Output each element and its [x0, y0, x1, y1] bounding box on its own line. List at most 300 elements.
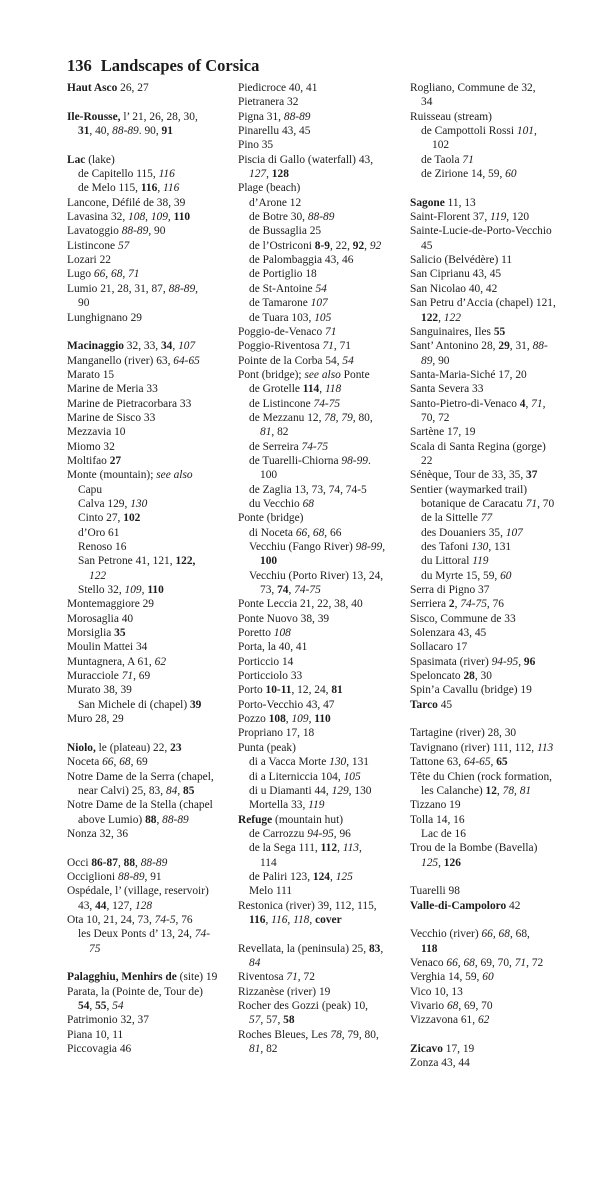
index-entry	[410, 339, 585, 368]
entry-text: du Myrte 15, 59,	[421, 569, 501, 582]
entry-text: de Zirione 14, 59,	[421, 168, 506, 181]
entry-text: 113,	[342, 842, 362, 855]
index-entry	[238, 970, 408, 984]
index-entry	[67, 856, 243, 870]
entry-text: Porticcio 14	[238, 655, 294, 668]
entry-text: Valle-di-Campoloro	[410, 899, 507, 912]
index-entry	[410, 583, 585, 597]
entry-text: 60	[482, 971, 494, 984]
entry-text: ,	[496, 784, 503, 797]
entry-text: Lancone, Défilé de 38, 39	[67, 196, 186, 209]
entry-line	[410, 669, 585, 683]
subentry-line	[238, 569, 408, 583]
entry-text: 109	[291, 713, 309, 726]
entry-text: 66, 68	[102, 756, 131, 769]
entry-text: Lac	[67, 153, 86, 166]
entry-text: Porto	[238, 684, 266, 697]
index-entry	[67, 640, 243, 654]
entry-text: , 96	[333, 827, 351, 840]
entry-line	[67, 626, 243, 640]
index-entry	[410, 813, 585, 842]
entry-line	[410, 440, 585, 454]
entry-line	[67, 196, 243, 210]
entry-text: Haut Asco	[67, 82, 118, 94]
subentry-line	[238, 311, 408, 325]
entry-text: 74-75	[313, 397, 341, 410]
entry-text: d’Oro 61	[78, 526, 120, 539]
entry-text: Ponte Nuovo 38, 39	[238, 612, 330, 625]
index-entry	[67, 985, 243, 1014]
index-entry	[410, 325, 585, 339]
subentry-line	[238, 167, 408, 181]
entry-text: 84	[165, 784, 178, 797]
entry-line	[238, 712, 408, 726]
entry-text: ,	[265, 913, 272, 926]
entry-text: ,	[285, 713, 292, 726]
entry-text: de St-Antoine	[249, 282, 316, 295]
subentry-line	[410, 153, 585, 167]
index-entry	[238, 741, 408, 813]
entry-text: 122	[421, 311, 439, 324]
entry-text: de Campottoli Rossi	[421, 125, 517, 138]
entry-line	[410, 640, 585, 654]
subentry-line	[67, 497, 243, 511]
entry-text: Vivario	[410, 1000, 447, 1012]
index-entry	[410, 368, 585, 382]
entry-text: Mortella 33,	[249, 799, 309, 812]
subentry-line	[238, 583, 408, 597]
entry-text: 28	[463, 670, 475, 683]
entry-text: Spasimata (river)	[410, 655, 492, 668]
subentry-line	[67, 526, 243, 540]
entry-text: .	[367, 454, 371, 467]
entry-text: Palagghiu, Menhirs de	[67, 971, 177, 984]
entry-text: 118	[421, 942, 438, 955]
entry-line	[238, 138, 408, 152]
index-entry	[67, 1028, 243, 1042]
entry-text: ,	[177, 784, 184, 797]
entry-line	[238, 640, 408, 654]
entry-text: 60	[505, 168, 517, 181]
entry-text: 88-89	[307, 211, 335, 224]
index-entry	[410, 683, 585, 697]
entry-text: Verghia 14, 59,	[410, 971, 483, 984]
entry-text: Poretto	[238, 627, 274, 640]
entry-text: , 76	[175, 913, 193, 926]
entry-text: Marine de Pietracorbara 33	[67, 397, 192, 410]
index-entry	[67, 153, 243, 196]
index-entry	[67, 468, 243, 583]
entry-text: botanique de Caracatu	[421, 497, 526, 510]
entry-text: 128	[134, 899, 153, 912]
index-column-3	[410, 81, 585, 1071]
entry-line	[238, 999, 408, 1013]
entry-line	[238, 942, 408, 956]
entry-text: Muracciole	[67, 670, 122, 683]
index-entry	[67, 770, 243, 799]
index-entry	[410, 669, 585, 683]
subentry-line	[238, 540, 408, 554]
entry-text: l’ 21, 26, 28, 30,	[120, 110, 198, 123]
index-entry	[67, 339, 243, 353]
entry-text: Lac de 16	[421, 827, 466, 840]
entry-text: de Zaglia 13, 73, 74, 74-5	[249, 483, 367, 496]
index-entry	[238, 640, 408, 654]
entry-text: 88	[145, 813, 157, 826]
index-entry	[410, 382, 585, 396]
entry-text: 54	[78, 1000, 90, 1012]
entry-text: 42	[506, 899, 521, 912]
page-header	[67, 56, 259, 76]
entry-line	[67, 640, 243, 654]
entry-text: Porto-Vecchio 43, 47	[238, 698, 335, 711]
entry-text: San Petrone 41, 121,	[78, 555, 176, 568]
entry-text: 88-89	[112, 125, 139, 138]
entry-text: de l’Ostriconi	[249, 239, 315, 252]
entry-line	[238, 669, 408, 683]
subentry-line	[410, 856, 585, 870]
entry-text: 81	[249, 1043, 261, 1056]
entry-line	[410, 899, 585, 913]
entry-text: Sénèque, Tour de 33, 35,	[410, 469, 527, 482]
entry-text: ,	[319, 383, 325, 396]
entry-text: 77	[480, 512, 493, 525]
index-entry	[67, 282, 243, 311]
entry-text: Lozari 22	[67, 254, 111, 267]
entry-line	[67, 368, 243, 382]
entry-line	[67, 224, 243, 238]
entry-text: Moulin Mattei 34	[67, 641, 148, 654]
entry-line	[410, 339, 585, 353]
entry-text: 130	[130, 497, 148, 510]
entry-text: 127	[249, 168, 267, 181]
index-entry	[67, 626, 243, 640]
entry-text: , 72	[297, 971, 315, 984]
entry-text: 119	[308, 799, 325, 812]
subentry-line	[67, 540, 243, 554]
entry-line	[410, 612, 585, 626]
index-entry	[238, 1028, 408, 1057]
entry-line	[238, 726, 408, 740]
index-entry	[410, 985, 585, 999]
entry-text: 62	[477, 1014, 490, 1027]
entry-text: 2	[448, 598, 455, 611]
entry-text: Tête du Chien (rock formation,	[410, 770, 553, 783]
subentry-line	[238, 483, 408, 497]
entry-line	[410, 956, 585, 970]
entry-text: Sollacaro 17	[410, 641, 468, 654]
entry-text: ,	[106, 1000, 113, 1012]
subentry-line	[410, 540, 585, 554]
entry-text: 129	[331, 784, 349, 797]
entry-text: Miomo 32	[67, 440, 115, 453]
entry-text: Calva 129,	[78, 497, 131, 510]
entry-text: 54	[112, 1000, 124, 1012]
entry-text: 107	[505, 526, 523, 539]
entry-text: 54	[315, 282, 327, 295]
entry-line	[410, 382, 585, 396]
entry-text: Pino 35	[238, 139, 274, 152]
subentry-line	[67, 942, 243, 956]
subentry-line	[67, 511, 243, 525]
entry-text: 112	[320, 842, 338, 855]
entry-text: , 127,	[106, 899, 135, 912]
entry-line	[410, 81, 585, 95]
entry-text: Rocher des Gozzi (peak) 10,	[238, 1000, 368, 1012]
entry-text: ,	[490, 756, 497, 769]
entry-line	[67, 397, 243, 411]
entry-text: Tartagine (river) 28, 30	[410, 727, 517, 740]
entry-text: 108	[273, 627, 291, 640]
index-entry	[238, 597, 408, 611]
entry-text: de Melo 115,	[78, 182, 141, 195]
subentry-line	[67, 999, 243, 1013]
entry-text: Cinto 27,	[78, 512, 124, 525]
entry-line	[238, 181, 408, 195]
entry-text: 39	[189, 698, 202, 711]
index-entry	[410, 884, 585, 898]
entry-text: , 68,	[509, 928, 530, 941]
subentry-line	[238, 870, 408, 884]
index-entry	[410, 468, 585, 482]
entry-line	[67, 382, 243, 396]
entry-text: 45	[421, 239, 433, 252]
entry-text: Tattone 63,	[410, 756, 464, 769]
subentry-line	[410, 554, 585, 568]
entry-text: Zonza 43, 44	[410, 1057, 470, 1070]
entry-text: Lugo	[67, 268, 94, 281]
index-entry	[67, 354, 243, 368]
entry-text: see also	[156, 469, 193, 482]
entry-text: San Michele di (chapel)	[78, 698, 190, 711]
entry-text: ,	[438, 311, 444, 324]
entry-line	[67, 81, 243, 95]
subentry-line	[238, 784, 408, 798]
entry-text: Piana 10, 11	[67, 1028, 124, 1041]
entry-text: Ile-Rousse,	[67, 110, 121, 123]
index-entry	[67, 741, 243, 755]
entry-text: 26, 27	[117, 82, 149, 94]
entry-text: 43,	[78, 899, 96, 912]
entry-text: 116	[163, 182, 180, 195]
entry-text: 58	[283, 1014, 295, 1027]
entry-line	[238, 813, 408, 827]
entry-text: Noceta	[67, 756, 103, 769]
entry-line	[410, 597, 585, 611]
entry-text: 74-75	[460, 598, 487, 611]
entry-text: , 72	[526, 956, 544, 969]
entry-text: 91	[161, 125, 173, 138]
entry-text: 17, 19	[442, 1043, 475, 1056]
entry-text: 98-99	[355, 541, 383, 553]
entry-line	[410, 927, 585, 941]
entry-text: Poggio-Riventosa	[238, 340, 323, 353]
entry-text: 119	[472, 555, 489, 568]
entry-text: 122,	[175, 555, 196, 568]
entry-text: Capu	[78, 483, 103, 496]
index-entry	[410, 1056, 585, 1070]
entry-text: Speloncato	[410, 670, 464, 683]
entry-text: 116	[140, 182, 158, 195]
index-entry	[410, 440, 585, 469]
index-entry	[410, 597, 585, 611]
entry-text: 122	[443, 311, 461, 324]
entry-text: , 31,	[509, 340, 533, 353]
entry-text: , 90	[148, 225, 166, 238]
index-entry	[67, 368, 243, 382]
entry-text: ,	[117, 856, 124, 869]
entry-line	[67, 425, 243, 439]
entry-text: 65	[496, 756, 508, 769]
entry-line	[67, 741, 243, 755]
subentry-line	[67, 813, 243, 827]
entry-line	[67, 153, 243, 167]
index-entry	[67, 755, 243, 769]
entry-text: Lavatoggio	[67, 225, 122, 238]
entry-line	[67, 468, 243, 482]
index-entry	[238, 138, 408, 152]
entry-text: 64-65	[463, 756, 491, 769]
entry-text: 81	[260, 426, 272, 439]
entry-text: 88-89	[140, 856, 168, 869]
index-entry	[238, 325, 408, 339]
entry-text: , 91	[144, 870, 162, 883]
entry-text: Ponte (bridge)	[238, 512, 304, 525]
entry-text: 122	[89, 569, 107, 582]
subentry-line	[410, 124, 585, 138]
entry-text: near Calvi) 25, 83,	[78, 784, 166, 797]
entry-text: 105	[314, 311, 332, 324]
entry-line	[410, 1056, 585, 1070]
entry-text: de Bussaglia 25	[249, 225, 322, 238]
entry-text: , 66	[324, 526, 342, 539]
entry-text: 27	[109, 454, 122, 467]
subentry-line	[238, 253, 408, 267]
entry-text: de Paliri 123,	[249, 870, 313, 883]
entry-text: Venaco	[410, 956, 447, 969]
entry-text: Lavasina 32,	[67, 211, 129, 224]
entry-text: ,	[172, 340, 179, 353]
index-entry	[238, 124, 408, 138]
entry-text: di u Diamanti 44,	[249, 784, 332, 797]
entry-line	[410, 999, 585, 1013]
entry-line	[67, 669, 243, 683]
entry-text: 100	[260, 469, 278, 482]
entry-text: (lake)	[85, 153, 115, 166]
entry-text: Lunghignano 29	[67, 311, 142, 324]
entry-text: Stello 32,	[78, 584, 125, 597]
entry-text: 29	[498, 340, 510, 353]
entry-line	[67, 856, 243, 870]
entry-text: Marato 15	[67, 368, 115, 381]
index-entry	[238, 339, 408, 353]
entry-text: ,	[135, 856, 141, 869]
index-entry	[238, 813, 408, 899]
index-entry	[238, 81, 408, 95]
entry-text: 11, 13	[444, 196, 476, 209]
entry-line	[238, 970, 408, 984]
entry-text: Morsiglia	[67, 627, 115, 640]
index-entry	[67, 382, 243, 396]
entry-text: Ponte	[340, 368, 370, 381]
entry-text: 108, 109	[128, 211, 168, 224]
entry-line	[238, 985, 408, 999]
entry-text: 88-89	[283, 110, 311, 123]
entry-text: , 130	[348, 784, 372, 797]
entry-text: 74	[277, 584, 289, 597]
index-entry	[410, 397, 585, 426]
entry-line	[67, 827, 243, 841]
index-entry	[67, 110, 243, 139]
entry-text: ,	[141, 584, 148, 597]
entry-text: du Vecchio	[249, 497, 303, 510]
entry-line	[410, 483, 585, 497]
entry-text: Santa Severa 33	[410, 383, 484, 396]
index-entry	[410, 655, 585, 669]
entry-line	[238, 597, 408, 611]
entry-text: 125	[421, 856, 439, 869]
entry-text: , 120	[506, 211, 530, 224]
index-entry	[410, 296, 585, 325]
entry-text: Nonza 32, 36	[67, 827, 129, 840]
entry-text: 114	[302, 383, 320, 396]
entry-text: Muro 28, 29	[67, 713, 124, 726]
entry-text: Marine de Meria 33	[67, 383, 158, 396]
entry-text: Solenzara 43, 45	[410, 627, 487, 640]
entry-text: 114	[260, 856, 277, 869]
subentry-line	[238, 827, 408, 841]
entry-text: d’Arone 12	[249, 196, 302, 209]
entry-text: Scala di Santa Regina (gorge)	[410, 440, 546, 453]
entry-text: Piccovagia 46	[67, 1043, 132, 1056]
entry-text: Murato 38, 39	[67, 684, 132, 697]
entry-text: ,	[337, 842, 343, 855]
entry-text: 96	[523, 655, 536, 668]
index-entry	[410, 927, 585, 956]
entry-text: 90	[78, 297, 90, 310]
entry-line	[67, 1042, 243, 1056]
entry-text: 12	[485, 784, 497, 797]
index-entry	[67, 454, 243, 468]
entry-text: 110	[173, 211, 191, 224]
subentry-line	[410, 526, 585, 540]
entry-line	[67, 884, 243, 898]
entry-text: 34	[421, 96, 433, 109]
book-title: Landscapes of Corsica	[100, 56, 260, 75]
entry-text: 71,	[531, 397, 546, 410]
entry-text: Piscia di Gallo (waterfall) 43,	[238, 153, 374, 166]
entry-text: 109	[124, 584, 142, 597]
index-entry	[410, 210, 585, 224]
entry-text: Macinaggio	[67, 340, 124, 353]
index-entry	[410, 267, 585, 281]
subentry-line	[410, 827, 585, 841]
entry-text: see also	[304, 368, 341, 381]
entry-text: Occi	[67, 856, 92, 869]
index-entry	[410, 640, 585, 654]
subentry-line	[238, 224, 408, 238]
entry-text: Notre Dame de la Stella (chapel	[67, 799, 213, 812]
entry-text: Vico 10, 13	[410, 985, 463, 998]
entry-line	[238, 1028, 408, 1042]
entry-text: 108	[268, 713, 286, 726]
index-column-2	[238, 81, 408, 1056]
entry-line	[238, 368, 408, 382]
index-entry	[67, 253, 243, 267]
entry-line	[410, 196, 585, 210]
entry-text: San Ciprianu 43, 45	[410, 268, 502, 281]
entry-text: , 69	[133, 670, 151, 683]
